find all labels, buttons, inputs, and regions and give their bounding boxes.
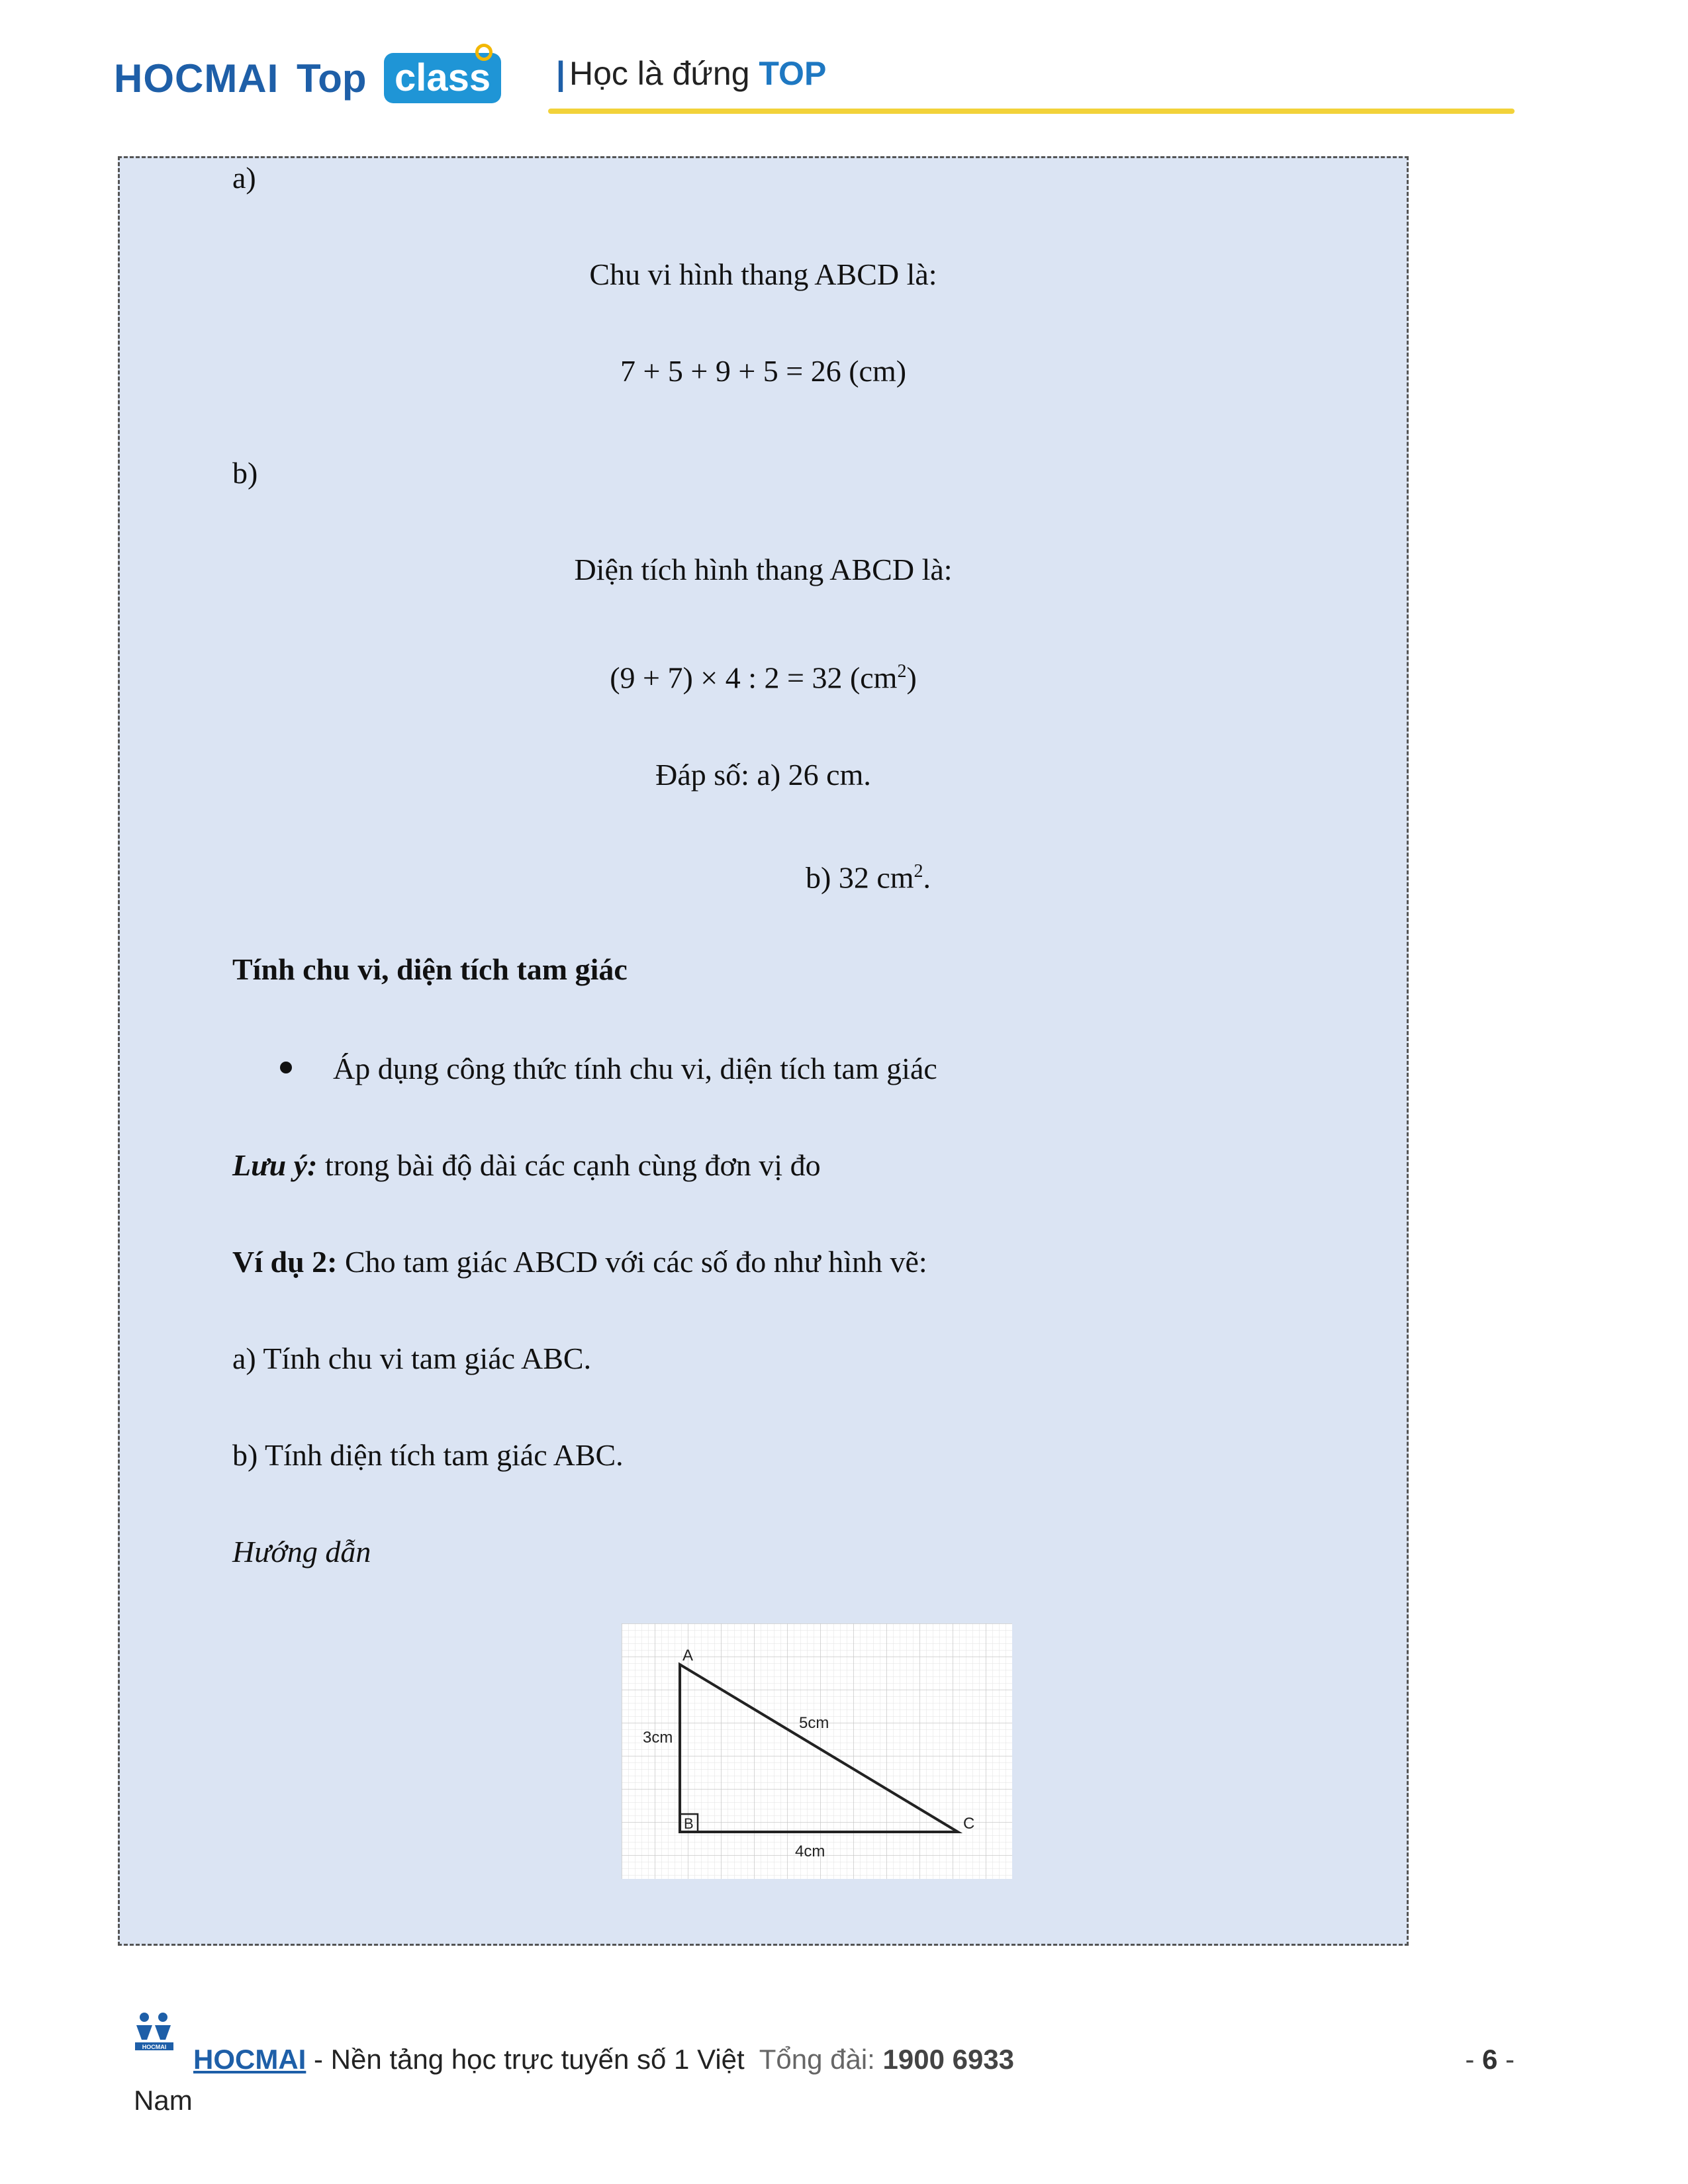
guide-label: Hướng dẫn xyxy=(232,1535,371,1569)
perimeter-formula: 7 + 5 + 9 + 5 = 26 (cm) xyxy=(620,354,907,388)
answer-line-2-main: b) 32 cm xyxy=(806,860,914,895)
logo-top-text: Top xyxy=(297,56,367,101)
page-suffix: - xyxy=(1497,2044,1515,2075)
answer-line-2-sup: 2 xyxy=(914,861,923,882)
area-title: Diện tích hình thang ABCD là: xyxy=(574,553,953,586)
perimeter-title: Chu vi hình thang ABCD là: xyxy=(589,257,937,291)
logo-class-text: class xyxy=(384,53,501,103)
answer-line-1: Đáp số: a) 26 cm. xyxy=(655,758,871,792)
side-ac-label: 5cm xyxy=(799,1714,829,1732)
footer-line xyxy=(193,2044,1014,2075)
header-divider xyxy=(548,109,1515,114)
footer-tagline: - Nền tảng học trực tuyến số 1 Việt xyxy=(306,2044,745,2075)
note-line xyxy=(232,1146,821,1185)
area-formula-main: (9 + 7) × 4 : 2 = 32 (cm xyxy=(610,660,898,695)
area-formula-end: ) xyxy=(906,660,917,695)
example-line xyxy=(232,1242,927,1282)
note-label: Lưu ý: xyxy=(232,1148,318,1182)
example-text: Cho tam giác ABCD với các số đo như hình vẽ: xyxy=(337,1245,927,1279)
area-formula-sup: 2 xyxy=(897,661,907,682)
bullet-icon xyxy=(280,1062,292,1073)
slogan-bar: | xyxy=(556,55,565,92)
page-number xyxy=(1465,2044,1515,2075)
footer-tel-label: Tổng đài: xyxy=(759,2044,883,2075)
section-heading: Tính chu vi, diện tích tam giác xyxy=(232,952,628,986)
vertex-b-label: B xyxy=(684,1815,694,1832)
side-bc-label: 4cm xyxy=(795,1843,825,1860)
area-formula xyxy=(120,652,1407,698)
example-label: Ví dụ 2: xyxy=(232,1245,338,1279)
side-ab-label: 3cm xyxy=(643,1729,673,1747)
slogan-top: TOP xyxy=(759,55,827,92)
content-box xyxy=(118,156,1409,1946)
footer-icon-label: HOCMAI xyxy=(142,2044,167,2050)
page-number-value: 6 xyxy=(1481,2044,1498,2075)
answer-line-2 xyxy=(806,852,931,897)
logo-hocmai-text: HOCMAI xyxy=(114,56,279,101)
vertex-a-label: A xyxy=(682,1647,694,1664)
part-a-label: a) xyxy=(232,161,256,195)
footer-brand-link[interactable]: HOCMAI xyxy=(193,2044,306,2075)
triangle-figure xyxy=(622,1623,1012,1879)
footer-tel: 1900 6933 xyxy=(882,2044,1015,2075)
question-a: a) Tính chu vi tam giác ABC. xyxy=(232,1342,592,1375)
answer-line-2-end: . xyxy=(923,860,931,895)
question-b: b) Tính diện tích tam giác ABC. xyxy=(232,1438,624,1472)
header-slogan xyxy=(556,54,826,93)
vertex-c-label: C xyxy=(963,1815,975,1833)
footer-tagline-end: Nam xyxy=(134,2085,193,2116)
page-prefix: - xyxy=(1465,2044,1482,2075)
slogan-text: Học là đứng xyxy=(569,55,750,92)
note-text: trong bài độ dài các cạnh cùng đơn vị đo xyxy=(317,1148,821,1182)
part-b-label: b) xyxy=(232,456,258,490)
logo-sun-icon xyxy=(475,44,492,61)
hocmai-footer-icon xyxy=(132,2011,176,2052)
bullet-text: Áp dụng công thức tính chu vi, diện tích tam giác xyxy=(333,1052,937,1085)
